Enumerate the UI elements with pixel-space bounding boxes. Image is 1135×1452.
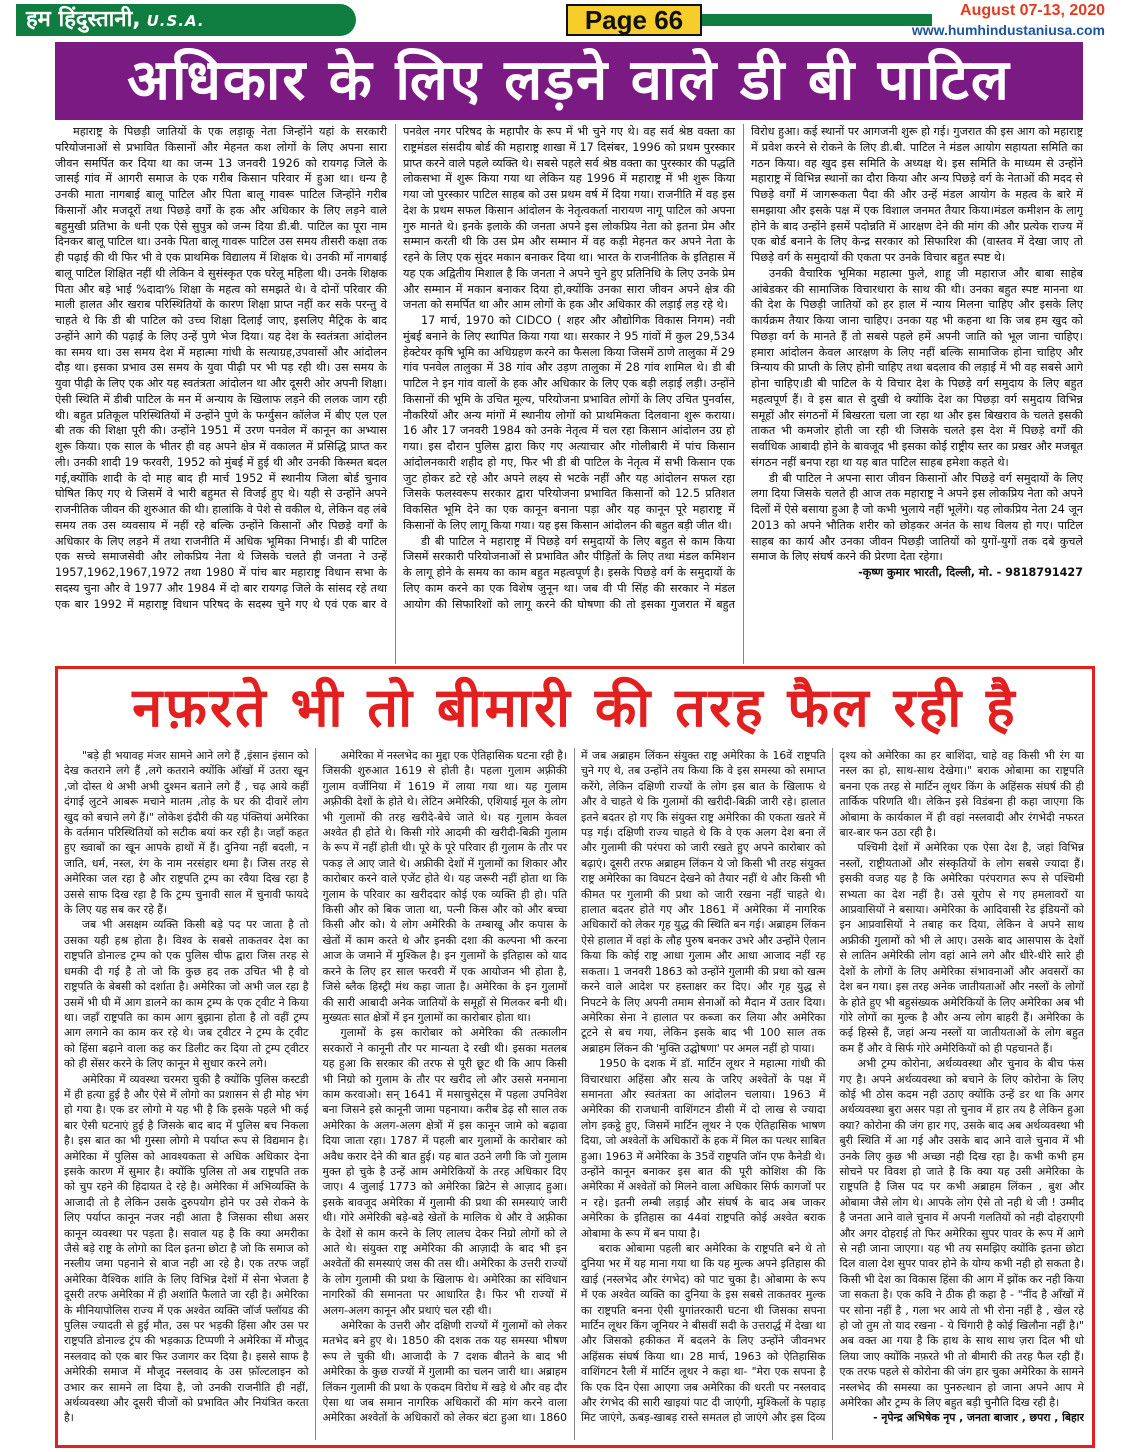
article1-paragraph: महाराष्ट्र के पिछड़ी जातियों के एक लड़ाकू नेता जिन्होंने यहां के सरकारी परियोजनाओं से प्रभावित किसानों और मेहनत कश लोगों के लिए अपना सारा जीवन समर्पित कर दिया था का जन्म 13 जनवरी 1926 को रायगढ़ जिले के जासई गांव में आगरी समाज के एक गरीब किसान परिवार में हुआ था। धन्य है उनकी माता नागबाई बालू पाटिल और पिता बालू गावरू पाटिल जिन्होंने गरीब किसानों और मजदूरों तथा पिछड़े वर्गों के हक और अधिकार के लिए लड़ने वाले बहुमुखी प्रतिभा के धनी एक ऐसे सुपुत्र को जन्म दिया डी.बी. पाटिल का पूरा नाम दिनकर बालू पाटिल था। उनके पिता बालू गावरू पाटिल उस समय तीसरी कक्षा तक ही पढ़ाई की थी फिर भी वे एक प्राथमिक विद्यालय में शिक्षक थे। उनकी माँ नागबाई बालू पाटिल शिक्षित नहीं थी लेकिन वे सुसंस्कृत एक घरेलू महिला थी। उनके शिक्षक पिता और बड़े भाई %दादा% शिक्षा के महत्व को समझते थे। वे दोनों परिवार की माली हालत और खराब परिस्थितियों के कारण शिक्षा प्राप्त नहीं कर सके परन्तु वे चाहते थे कि डी बी पाटिल को उच्च शिक्षा दिलाई जाए, इसलिए मैट्रिक के बाद उन्होंने आगे की पढ़ाई के लिए उन्हें पुणे भेज दिया। यह देश के स्वतंत्रता आंदोलन का समय था। उस समय देश में महात्मा गांधी के सत्याग्रह,उपवासों और आंदोलन दौड़ था। इसका प्रभाव उस समय के युवा पीढ़ी पर भी पड़ रही थी। उस समय के युवा पीढ़ी के लिए एक ओर यह स्वतंत्रता आंदोलन था और दूसरी ओर अपनी शिक्षा। ऐसी स्थिति में डीबी पाटिल के मन में अन्याय के खिलाफ लड़ने की ललक जाग रही थी। बहुत प्रतिकूल परिस्थितियों में उन्होंने पुणे के फर्ग्युसन कॉलेज में बीए एल एल बी तक की शिक्षा पूरी की। उन्होंने 1951 में उरण पनवेल में कानून का अभ्यास शुरू किया। एक साल के भीतर ही वह अपने क्षेत्र में वकालत में प्रसिद्धि प्राप्त कर ली। उनकी शादी 19 फरवरी, 1952 को मुंबई में हुई थी और उनकी किस्मत बदल गई,क्योंकि शादी के दो माह बाद ही मार्च 1952 में स्थानीय जिला बोर्ड चुनाव घोषित किए गए थे जिसमें वे भारी बहुमत से विजई हुए थे। यही से उन्होंने अपने राजनीतिक जीवन की शुरुआत की थी। हालांकि वे पेशे से वकील थे, लेकिन वह लंबे समय तक उस व्यवसाय में नहीं रहे बल्कि उन्होंने किसानों और पिछड़े वर्गों के अधिकार के लिए लड़ने में तथा राजनीति में अधिक भूमिका निभाई। डी बी पाटिल एक सच्चे समाजसेवी और लोकप्रिय नेता थे जिसके चलते ही जनता ने उन्हें 1957,1962,1967,1972 तथा 1980 में पांच बार महाराष्ट्र विधान सभा के सदस्य चुना और वे 1977 और 1984 में दो बार रायगढ़ जिले के सांसद रहे तथा एक बार 1992 में महाराष्ट्र विधान परिषद के सदस्य चुने गए थे एवं एक बार वे पनवेल नगर परिषद के महापौर के रूप में भी चुने गए थे। वह सर्व श्रेष्ठ वक्ता का राष्ट्रमंडल संसदीय बोर्ड की महाराष्ट्र शाखा में 17 दिसंबर, 1996 को प्रथम पुरस्कार प्राप्त करने वाले पहले व्यक्ति थे। सबसे पहले सर्व श्रेष्ठ वक्ता का पुरस्कार की पद्धति लोकसभा में शुरू किया गया था लेकिन यह 1996 में महाराष्ट्र में भी शुरू किया गया जो पुरस्कार पाटिल साहब को उस प्रथम वर्ष में दिया गया। राजनीति में वह इस देश के प्रथम सफल किसान आंदोलन के नेतृत्वकर्ता नारायण नागू पाटिल को अपना गुरु मानते थे। इनके इलाके की जनता अपने इस लोकप्रिय नेता को इतना प्रेम और सम्मान करती थी कि उस प्रेम और सम्मान में वह कड़ी मेहनत कर अपने नेता के रहने के लिए एक सुंदर मकान बनाकर दिया था। भारत के राजनीतिक के इतिहास में यह एक अद्वितीय मिशाल है कि जनता ने अपने चुने हुए प्रतिनिधि के लिए उनके प्रेम और सम्मान में मकान बनाकर दिया हो,क्योंकि उनका सारा जीवन अपने क्षेत्र की जनता को समर्पित था और आम लोगों के हक और अधिकार की लड़ाई लड़ रहे थे। bbox=[55, 125, 735, 611]
article2-body bbox=[64, 748, 1084, 1440]
article2-paragraph: जब भी असक्षम व्यक्ति किसी बड़े पद पर जाता है तो उसका यही हश्र होता है। विश्व के सबसे ताकतवर देश का राष्ट्रपति डोनाल्ड ट्रम्प को एक पुलिस चीफ द्वारा जिस तरह से धमकी दी गई है तो जो कि कुछ हद तक उचित भी है वो राष्ट्रपति के बेबसी को दर्शाता है। अमेरिका जो अभी जल रहा है उसमें भी घी में आग डालने का काम ट्रम्प के एक ट्वीट ने किया था। जहाँ राष्ट्रपति का काम आग बुझाना होता है तो वहीं ट्रम्प आग लगाने का काम कर रहे थे। जब ट्वीटर ने ट्रम्प के ट्वीट को हिंसा बढ़ाने वाला कह कर डिलीट कर दिया तो ट्रम्प ट्वीटर को ही सेंसर करने के लिए कानून मे सुधार करने लगे। bbox=[64, 918, 309, 1071]
article2-paragraph: अमेरिका में व्यवस्था चरमरा चुकी है क्योंकि पुलिस कस्टडी में ही हत्या हुई है और ऐसे में लोगो का प्रशासन से ही मोह भंग हो गया है। एक डर लोगो मे यह भी है कि इसके पहले भी कई बार ऐसी घटनाएं हुई है जिसके बाद बाद में पुलिस बच निकला है। इस बात का भी गुस्सा लोगो मे पर्याप्त रूप से विद्यमान है। अमेरिका में पुलिस को आवश्यकता से अधिक अधिकार देना इसके कारण में सुमार है। क्योंकि पुलिस तो अब राष्ट्रपति तक को चुप रहने की हिदायत दे रहे है। अमेरिका में अभिव्यक्ति के आजादी तो है लेकिन उसके दुरुपयोग होने पर उसे रोकने के लिए पर्याप्त कानून नजर नही आता है जिसका सीधा असर कानून व्यवस्था पर पड़ता है। सवाल यह है कि क्या अमरीका जैसे बड़े राष्ट्र के लोगो का दिल इतना छोटा है जो कि समाज को नस्लीय जमा पहनाने से बाज नही आ रहे है। एक तरफ जहाँ अमेरिका वैश्विक शांति के लिए विभिन्न देशों में सेना भेजता है दूसरी तरफ अमेरिका में ही अशांति फैलाते जा रही है। अमेरिका के मीनियापोलिस राज्य में एक अश्वेत व्यक्ति जॉर्ज फ्लॉयड की पुलिस ज्यादती से हुई मौत, उस पर भड़की हिंसा और उस पर राष्ट्रपति डोनाल्ड ट्रंप की भड़काऊ टिप्पणी ने अमेरिका में मौजूद नस्लवाद को एक बार फिर उजागर कर दिया है। इससे साफ है अमेरिकी समाज में मौजूद नस्लवाद के उस फ़ॉल्टलाइन को उभार कर सामने ला दिया है, जो उनकी राजनीति ही नहीं, अर्थव्यवस्था और दूसरी चीजों को प्रभावित और नियंत्रित करता है। bbox=[64, 1072, 309, 1425]
article1-paragraph: उनकी वैचारिक भूमिका महात्मा फुले, शाहू जी महाराज और बाबा साहेब आंबेडकर की सामाजिक विचारधारा के साथ की थी। उनका बहुत स्पष्ट मानना था की देश के पिछड़ी जातियों को हर हाल में न्याय मिलना चाहिए और इसके लिए कार्यक्रम तैयार किया जाना चाहिए। उनका यह भी कहना था कि जब हम खुद को पिछड़ा वर्ग के मानते हैं तो सबसे पहले हमें अपनी जाति को भूल जाना चाहिए। हमारा आंदोलन केवल आरक्षण के लिए नहीं बल्कि सामाजिक होना चाहिए और त्रिन्याय की प्राप्ती के लिए होनी चाहिए तथा बदलाव की लड़ाई में भी वह सबसे आगे होना चाहिए।डी बी पाटिल के ये विचार देश के पिछड़े वर्ग समुदाय के लिए बहुत महत्वपूर्ण हैं। वे इस बात से दुखी थे क्योंकि देश का पिछड़ा वर्ग समुदाय विभिन्न समूहों और संगठनों में बिखरता चला जा रहा था और इस बिखराव के चलते इसकी ताकत भी कमजोर होती जा रही थी जिसके चलते इस देश में पिछड़े वर्गों की सर्वाधिक आबादी होने के बावजूद भी इसका कोई राष्ट्रीय स्तर का प्रखर और मजबूत संगठन नहीं बनपा रहा था यह बात पाटिल साहब हमेशा कहते थे। bbox=[751, 266, 1083, 469]
article1-paragraph: डी बी पाटिल ने अपना सारा जीवन किसानों और पिछड़े वर्ग समुदायों के लिए लगा दिया जिसके चलते ही आज तक महाराष्ट्र ने अपने इस लोकप्रिय नेता को अपने दिलों में ऐसे बसाया हुआ है जो कभी भुलाये नहीं भूलेंगे। यह लोकप्रिय नेता 24 जून 2013 को अपने भौतिक शरीर को छोड़कर अनंत के साथ विलय हो गए। पाटिल साहब का कार्य और उनका जीवन पिछड़ी जातियों को युगों-युगों तक दबे कुचले समाज के लिए संघर्ष करने की प्रेरणा देता रहेगा। bbox=[751, 471, 1083, 564]
article2-headline: नफ़रते भी तो बीमारी की तरह फैल रही है bbox=[132, 676, 1018, 739]
article2-paragraph: अमेरिका के उत्तरी और दक्षिणी राज्यों में गुलामों को लेकर मतभेद बने हुए थे। 1850 की दशक तक यह समस्या भीषण रूप ले चुकी थी। आजादी के 7 दशक बीतने के बाद भी अमेरिका के कुछ राज्यों में गुलामी का चलन जारी था। अब्राहम लिंकन गुलामी की प्रथा के एकदम विरोध में खड़े थे और वह दौर ऐसा था जब समान नागरिक अधिकारों की मांग करने वाला अमेरिका अश्वेतों के अधिकारों को लेकर बंटा हुआ था। 1860 में जब अब्राहम लिंकन संयुक्त राष्ट्र अमेरिका के 16वें राष्ट्रपति चुने गए थे, तब उन्होंने तय किया कि वे इस समस्या को समाप्त करेंगे, लेकिन दक्षिणी राज्यों के लोग इस बात के खिलाफ थे और वे चाहते थे कि गुलामों की खरीदी-बिक्री जारी रहे। हालात इतने बदतर हो गए कि संयुक्त राष्ट्र अमेरिका की एकता खतरे में पड़ गई। दक्षिणी राज्य चाहते थे कि वे एक अलग देश बना लें और गुलामी की परंपरा को जारी रखते हुए अपने कारोबार को बढ़ाएं। दूसरी तरफ अब्राहम लिंकन ये जो किसी भी तरह संयुक्त राष्ट्र अमेरिका का विघटन देखने को तैयार नहीं थे और किसी भी कीमत पर गुलामी की प्रथा को जारी रखना नहीं चाहते थे। हालात बदतर होते गए और 1861 में अमेरिका में नागरिक अधिकारों को लेकर गृह युद्ध की स्थिति बन गई। अब्राहम लिंकन ऐसे हालात में वहां के लौह पुरुष बनकर उभरे और उन्होंने ऐलान किया कि कोई राष्ट्र आधा गुलाम और आधा आजाद नहीं रह सकता। 1 जनवरी 1863 को उन्होंने गुलामी की प्रथा को खत्म करने वाले आदेश पर हस्ताक्षर कर दिए। और गृह युद्ध से निपटने के लिए अपनी तमाम सेनाओं को मैदान में उतार दिया। अमेरिका सेना ने हालात पर कब्जा कर लिया और अमेरिका टूटने से बच गया, लेकिन इसके बाद भी 100 साल तक अब्राहम लिंकन की 'मुक्ति उद्घोषणा' पर अमल नहीं हो पाया। bbox=[322, 749, 826, 1425]
website-link[interactable]: www.humhindustaniusa.com bbox=[911, 22, 1105, 38]
issue-date: August 07-13, 2020 bbox=[960, 2, 1105, 19]
article2-paragraph: अमेरिका में नस्लभेद का मुद्दा एक ऐतिहासिक घटना रही है। जिसकी शुरुआत 1619 से होती है। पहला गुलाम अफ़्रीकी गुलाम वर्जीनिया में 1619 में लाया गया था। यह गुलाम अफ़्रीकी देशों के होते थे। लेटिन अमेरिकी, एशियाई मूल के लोग भी गुलामों की तरह खरीदे-बेचे जाते थे। यह गुलाम केवल अश्वेत ही होते थे। किसी गोरे आदमी की खरीदी-बिक्री गुलाम के रूप में नहीं होती थी। पूरे के पूरे परिवार ही गुलाम के तौर पर पकड़ ले आए जाते थे। अफ्रीकी देशों में गुलामों का शिकार और कारोबार करने वाले एजेंट होते थे। यह जरूरी नहीं होता था कि गुलाम के परिवार का खरीददार कोई एक व्यक्ति ही हो। पति किसी और को बिक जाता था, पत्नी किस और को और बच्चा किसी और को। ये लोग अमेरिकी के तम्बाखू और कपास के खेतों में काम करते थे और इनकी दशा की कल्पना भी करना आज के जमाने में मुश्किल है। इन गुलामों के इतिहास को याद करने के लिए हर साल फरवरी में एक आयोजन भी होता है, जिसे ब्लैक हिस्ट्री मंथ कहा जाता है। अमेरिका के इन गुलामों की सारी आबादी अनेक जातियों के समूहों से मिलकर बनी थी। मुख्यतः सात क्षेत्रों में इन गुलामों का कारोबार होता था। bbox=[322, 749, 567, 1024]
article2-paragraph: अभी ट्रम्प कोरोना, अर्थव्यवस्था और चुनाव के बीच फंस गए है। अपने अर्थव्यवस्था को बचाने के लिए कोरोना के लिए कोई भी ठोस कदम नही उठाए क्योंकि उन्हें डर था कि अगर अर्थव्यवस्था बुरा असर पड़ा तो चुनाव में हार तय है लेकिन हुआ क्या? कोरोना की जंग हार गए, उसके बाद अब अर्थव्यवस्था भी बुरी स्थिति में आ गई और उसके बाद आने वाले चुनाव में भी उनके लिए कुछ भी अच्छा नही दिख रहा है। कभी कभी हम सोचने पर विवश हो जाते है कि क्या यह उसी अमेरिका के राष्ट्रपति है जिस पद पर कभी अब्राहम लिंकन , बुश और ओबामा जैसे लोग थे। आपके लोग ऐसे तो नही थे जी ! उम्मीद है जनता आने वाले चुनाव में अपनी गलतियों को नही दोहराएगी और अगर दोहराई तो फिर अमेरिका सुपर पावर के रूप में आगे से नही जाना जाएगा। यह भी तय समझिए क्योंकि इतना छोटा दिल वाला देश सुपर पावर होने के योग्य कभी नही हो सकता है। किसी भी देश का विकास हिंसा की आग में झोंक कर नही किया जा सकता है। एक कवि ने ठीक ही कहा है - "नींद है आँखों में पर सोना नहीं है , गला भर आये तो भी रोना नहीं है , खेल रहे हो जो तुम तो याद रखना - ये चिंगारी है कोई खिलौना नहीं है।" अब वक्त आ गया है कि हाथ के साथ साथ ज़रा दिल भी धो लिया जाए क्योंकि नफ़रते भी तो बीमारी की तरह फैल रही हैं। एक तरफ पहले से कोरोना की जंग हार चुका अमेरिका के सामने नस्लभेद की समस्या का पुनरुत्थान हो जाना अपने आप मे अमेरिका और ट्रम्प के लिए बहुत बड़ी चुनौति दिख रही है। bbox=[839, 1057, 1084, 1410]
article1-paragraph: 17 मार्च, 1970 को CIDCO ( शहर और औद्योगिक विकास निगम) नवी मुंबई बनाने के लिए स्थापित किया गया था। सरकार ने 95 गांवों में कुल 29,534 हेक्टेयर कृषि भूमि का अधिग्रहण करने का फैसला किया जिसमें ठाणे तालुका में 29 गांव पनवेल तालुका में 38 गांव और उड़ण तालुका में 28 गांव शामिल थे। डी बी पाटिल ने इन गांव वालों के हक और अधिकार के लिए एक बड़ी लड़ाई लड़ी। उन्होंने किसानों की भूमि के उचित मूल्य, परियोजना प्रभावित लोगों के लिए उचित पुनर्वास, नौकरियों और अन्य मांगों में स्थानीय लोगों को प्राथमिकता दिलवाना शुरू कराया। 16 और 17 जनवरी 1984 को उनके नेतृत्व में चल रहा किसान आंदोलन उग्र हो गया। इस दौरान पुलिस द्वारा किए गए अत्याचार और गोलीबारी में पांच किसान आंदोलनकारी शहीद हो गए, फिर भी डी बी पाटिल के नेतृत्व में सभी किसान एक जुट होकर डटे रहे और अपने लक्ष्य से भटके नहीं और यह आंदोलन सफल रहा जिसके फलस्वरूप सरकार द्वारा परियोजना प्रभावित किसानों को 12.5 प्रतिशत विकसित भूमि देने का एक कानून बनाना पड़ा और यह कानून पूरे महाराष्ट्र में किसानों के लिए लागू किया गया। यह इस किसान आंदोलन की बहुत बड़ी जीत थी। bbox=[403, 314, 735, 532]
article2-paragraph: 1950 के दशक में डॉ. मार्टिन लूथर ने महात्मा गांधी की विचारधारा अहिंसा और सत्य के जरिए अश्वेतों के पक्ष में समानता और स्वतंत्रता का आंदोलन चलाया। 1963 में अमेरिका की राजधानी वाशिंगटन डीसी में दो लाख से ज्यादा लोग इकट्ठे हुए, जिसमें मार्टिन लूथर ने एक ऐतिहासिक भाषण दिया, जो अश्वेतों के अधिकारों के हक में मिल का पत्थर साबित हुआ। 1963 में अमेरिका के 35वें राष्ट्रपति जॉन एफ कैनेडी थे। उन्होंने कानून बनाकर इस बात की पूरी कोशिश की कि अमेरिका में अश्वेतों को मिलने वाला अधिकार सिर्फ कागजों पर न रहे। इतनी लम्बी लड़ाई और संघर्ष के बाद अब जाकर अमेरिका के इतिहास का 44वां राष्ट्रपति कोई अश्वेत बराक ओबामा के रूप में बन पाया है। bbox=[581, 1057, 826, 1240]
article1-paragraph: डी बी पाटिल ने महाराष्ट्र में पिछड़े वर्ग समुदायों के लिए बहुत से काम किया जिसमें सरकारी परियोजनाओं से प्रभावित और पीड़ितों के लिए तथा मंडल कमिशन के लागू होने के समय का काम बहुत महत्वपूर्ण है। इसके पिछड़े वर्ग के समुदायों के लिए काम करने का एक विशेष जुनून था। जब वी पी सिंह की सरकार ने मंडल आयोग की सिफारिशों को लागू करने की घोषणा की तो इसका गुजरात में बहुत विरोध हुआ। कई स्थानों पर आगजनी शुरू हो गई। गुजरात की इस आग को महाराष्ट्र में प्रवेश करने से रोकने के लिए डी.बी. पाटिल ने मंडल आयोग सहायता समिति का गठन किया। वह खुद इस समिति के अध्यक्ष थे। इस समिति के माध्यम से उन्होंने महाराष्ट्र में विभिन्न स्थानों का दौरा किया और अन्य पिछड़े वर्ग के नेताओं की मदद से पिछड़े वर्गों में जागरूकता पैदा की और उन्हें मंडल आयोग के महत्व के बारे में समझाया और इसके पक्ष में एक विशाल जनमत तैयार किया।मंडल कमीशन के लागू होने के बाद उन्होंने इसमें पदोन्नति में आरक्षण देने की मांग की और प्रत्येक राज्य में एक बोर्ड बनाने के लिए केन्द्र सरकार को सिफारिश की (वास्तव में देखा जाए तो पिछड़े वर्ग के समुदायों की एकता पर उनके विचार बहुत स्पष्ट थे। bbox=[403, 125, 1083, 611]
article2-paragraph: पश्चिमी देशों में अमेरिका एक ऐसा देश है, जहां विभिन्न नस्लों, राष्ट्रीयताओं और संस्कृतियों के लोग सबसे ज्यादा हैं। इसकी वजह यह है कि अमेरिका परंपरागत रूप से पश्चिमी सभ्यता का देश नहीं है। उसे यूरोप से गए हमलावरों या आप्रवासियों ने बसाया। अमेरिका के आदिवासी रेड इंडियनों को इन आप्रवासियों ने तबाह कर दिया, लेकिन वे अपने साथ अफ्रीकी गुलामों को भी ले आए। उसके बाद आसपास के देशों से लातिन अमेरिकी लोग वहां आने लगे और धीरे-धीरे सारे ही देशों के लोगों के लिए अमेरिका संभावनाओं और अवसरों का देश बन गया। इस तरह अनेक जातीयताओं और नस्लों के लोगों के होते हुए भी बहुसंख्यक अमेरिकियों के लिए अमेरिका अब भी गोरे लोगों का मुल्क है और अन्य लोग बाहरी हैं। अमेरिका के कई हिस्से हैं, जहां अन्य नस्लों या जातीयताओं के लोग बहुत कम हैं और वे सिर्फ गोरे अमेरिकियों को ही पहचानते हैं। bbox=[839, 841, 1084, 1055]
brand-suffix: U.S.A. bbox=[146, 12, 205, 30]
page-number-label: Page 66 bbox=[566, 4, 702, 36]
article2-paragraph: गुलामों के इस कारोबार को अमेरिका की तत्कालीन सरकारों ने कानूनी तौर पर मान्यता दे रखी थी। इसका मतलब यह हुआ कि सरकार की तरफ से पूरी छूट थी कि आप किसी भी निग्रो को गुलाम के तौर पर खरीद लो और उससे मनमाना काम करवाओ। सन् 1641 में मसाचुसेट्स में पहला उपनिवेश बना जिसने इसे कानूनी जामा पहनाया। करीब डेढ़ सौ साल तक अमेरिका के अलग-अलग क्षेत्रों में इस कानून जामे को बढ़ावा दिया जाता रहा। 1787 में पहली बार गुलामों के कारोबार को अवैध करार देने की बात हुई। यह बात उठने लगी कि जो गुलाम मुक्त हो चुके है उन्हें आम अमेरिकियों के तरह अधिकार दिए जाए। 4 जुलाई 1773 को अमेरिका ब्रिटेन से आज़ाद हुआ। इसके बावजूद अमेरिका में गुलामी की प्रथा की समस्याएं जारी थी। गोरे अमेरिकी बड़े-बड़े खेतों के मालिक थे और वे अफ़्रीका के देशों से काम करने के लिए लालच देकर निग्रो लोगों को ले आते थे। संयुक्त राष्ट्र अमेरिका की आज़ादी के बाद भी इन अश्वेतों की समस्याएं जस की तस थी। अमेरिका के उत्तरी राज्यों के लोग गुलामी की प्रथा के खिलाफ थे। अमेरिका का संविधान नागरिकों की समानता पर आधारित है। फिर भी राज्यों में अलग-अलग कानून और प्रथाएं चल रही थी। bbox=[322, 1026, 567, 1317]
article2-signature: - नृपेन्द्र अभिषेक नृप , जनता बाजार , छपरा , बिहार bbox=[873, 1411, 1084, 1425]
header-stripe bbox=[700, 14, 932, 26]
newspaper-brand bbox=[16, 4, 356, 36]
article2-paragraph: बराक ओबामा पहली बार अमेरिका के राष्ट्रपति बने थे तो दुनिया भर में यह माना गया था कि यह मुल्क अपने इतिहास की खाई (नस्लभेद और रंगभेद) को पाट चुका है। ओबामा के रूप में एक अश्वेत व्यक्ति का दुनिया के इस सबसे ताकतवर मुल्क का राष्ट्रपति बनना ऐसी युगांतरकारी घटना थी जिसका सपना मार्टिन लूथर किंग जूनियर ने बीसवीं सदी के उत्तरार्द्ध में देखा था और जिसको हकीकत में बदलने के लिए उन्होंने जीवनभर अहिंसक संघर्ष किया था। 28 मार्च, 1963 को ऐतिहासिक वाशिंगटन रैली में मार्टिन लूथर ने कहा था- "मेरा एक सपना है कि एक दिन ऐसा आएगा जब अमेरिका की धरती पर नस्लवाद और रंगभेद की सारी खाइयां पाट दी जाएंगी, मुश्किलों के पहाड़ मिट जाएंगे, ऊबड़-खाबड़ रास्ते समतल हो जाएंगे और इस दिव्य दृश्य को अमेरिका का हर बाशिंदा, चाहे वह किसी भी रंग या नस्ल का हो, साथ-साथ देखेगा।" बराक ओबामा का राष्ट्रपति बनना एक तरह से मार्टिन लूथर किंग के अहिंसक संघर्ष की ही तार्किक परिणति थी। लेकिन इसे विडंबना ही कहा जाएगा कि ओबामा के कार्यकाल में ही वहां नस्लवादी और रंगभेदी नफरत बार-बार फन उठा रही है। bbox=[581, 749, 1084, 1425]
article2-paragraph: "बड़े ही भयावह मंजर सामने आने लगे हैं ,इंसान इंसान को देख कतराने लगे हैं ,लगे कतराने क्योंकि आँखों में उतरा खून ,जो दोस्त थे अभी अभी दुश्मन बताने लगे हैं , चढ़ आये कहीं दंगाई लुटने आबरू मचाने मातम ,तोड़ के घर की दीवारें लोग खुद को बचाने लगे हैं।" लोकेश इंदौरी की यह पंक्तियां अमेरिका के वर्तमान परिस्थितियों को सटीक बयां कर रही है। जहाँ कहत हुए ख्वाबों का खून आपके हाथों में हैं। दुनिया नहीं बदली, न जाति, धर्म, नस्ल, रंग के नाम नरसंहार थमा है। जिस तरह से अमेरिका जल रहा है और राष्ट्रपति ट्रम्प का रवैया दिख रहा है उससे साफ दिख रहा है कि ट्रम्प चुनावी साल में चुनावी फायदे के लिए यह सब कर रहे हैं। bbox=[64, 749, 309, 917]
brand-name: हम हिंदुस्तानी, bbox=[26, 7, 141, 32]
article1-signature: -कृष्ण कुमार भारती, दिल्ली, मो. - 9818791427 bbox=[858, 566, 1083, 579]
masthead bbox=[0, 0, 1135, 42]
article1-body bbox=[55, 124, 1083, 664]
date-block bbox=[912, 2, 1105, 38]
article1-headline: अधिकार के लिए लड़ने वाले डी बी पाटिल bbox=[55, 42, 1083, 120]
